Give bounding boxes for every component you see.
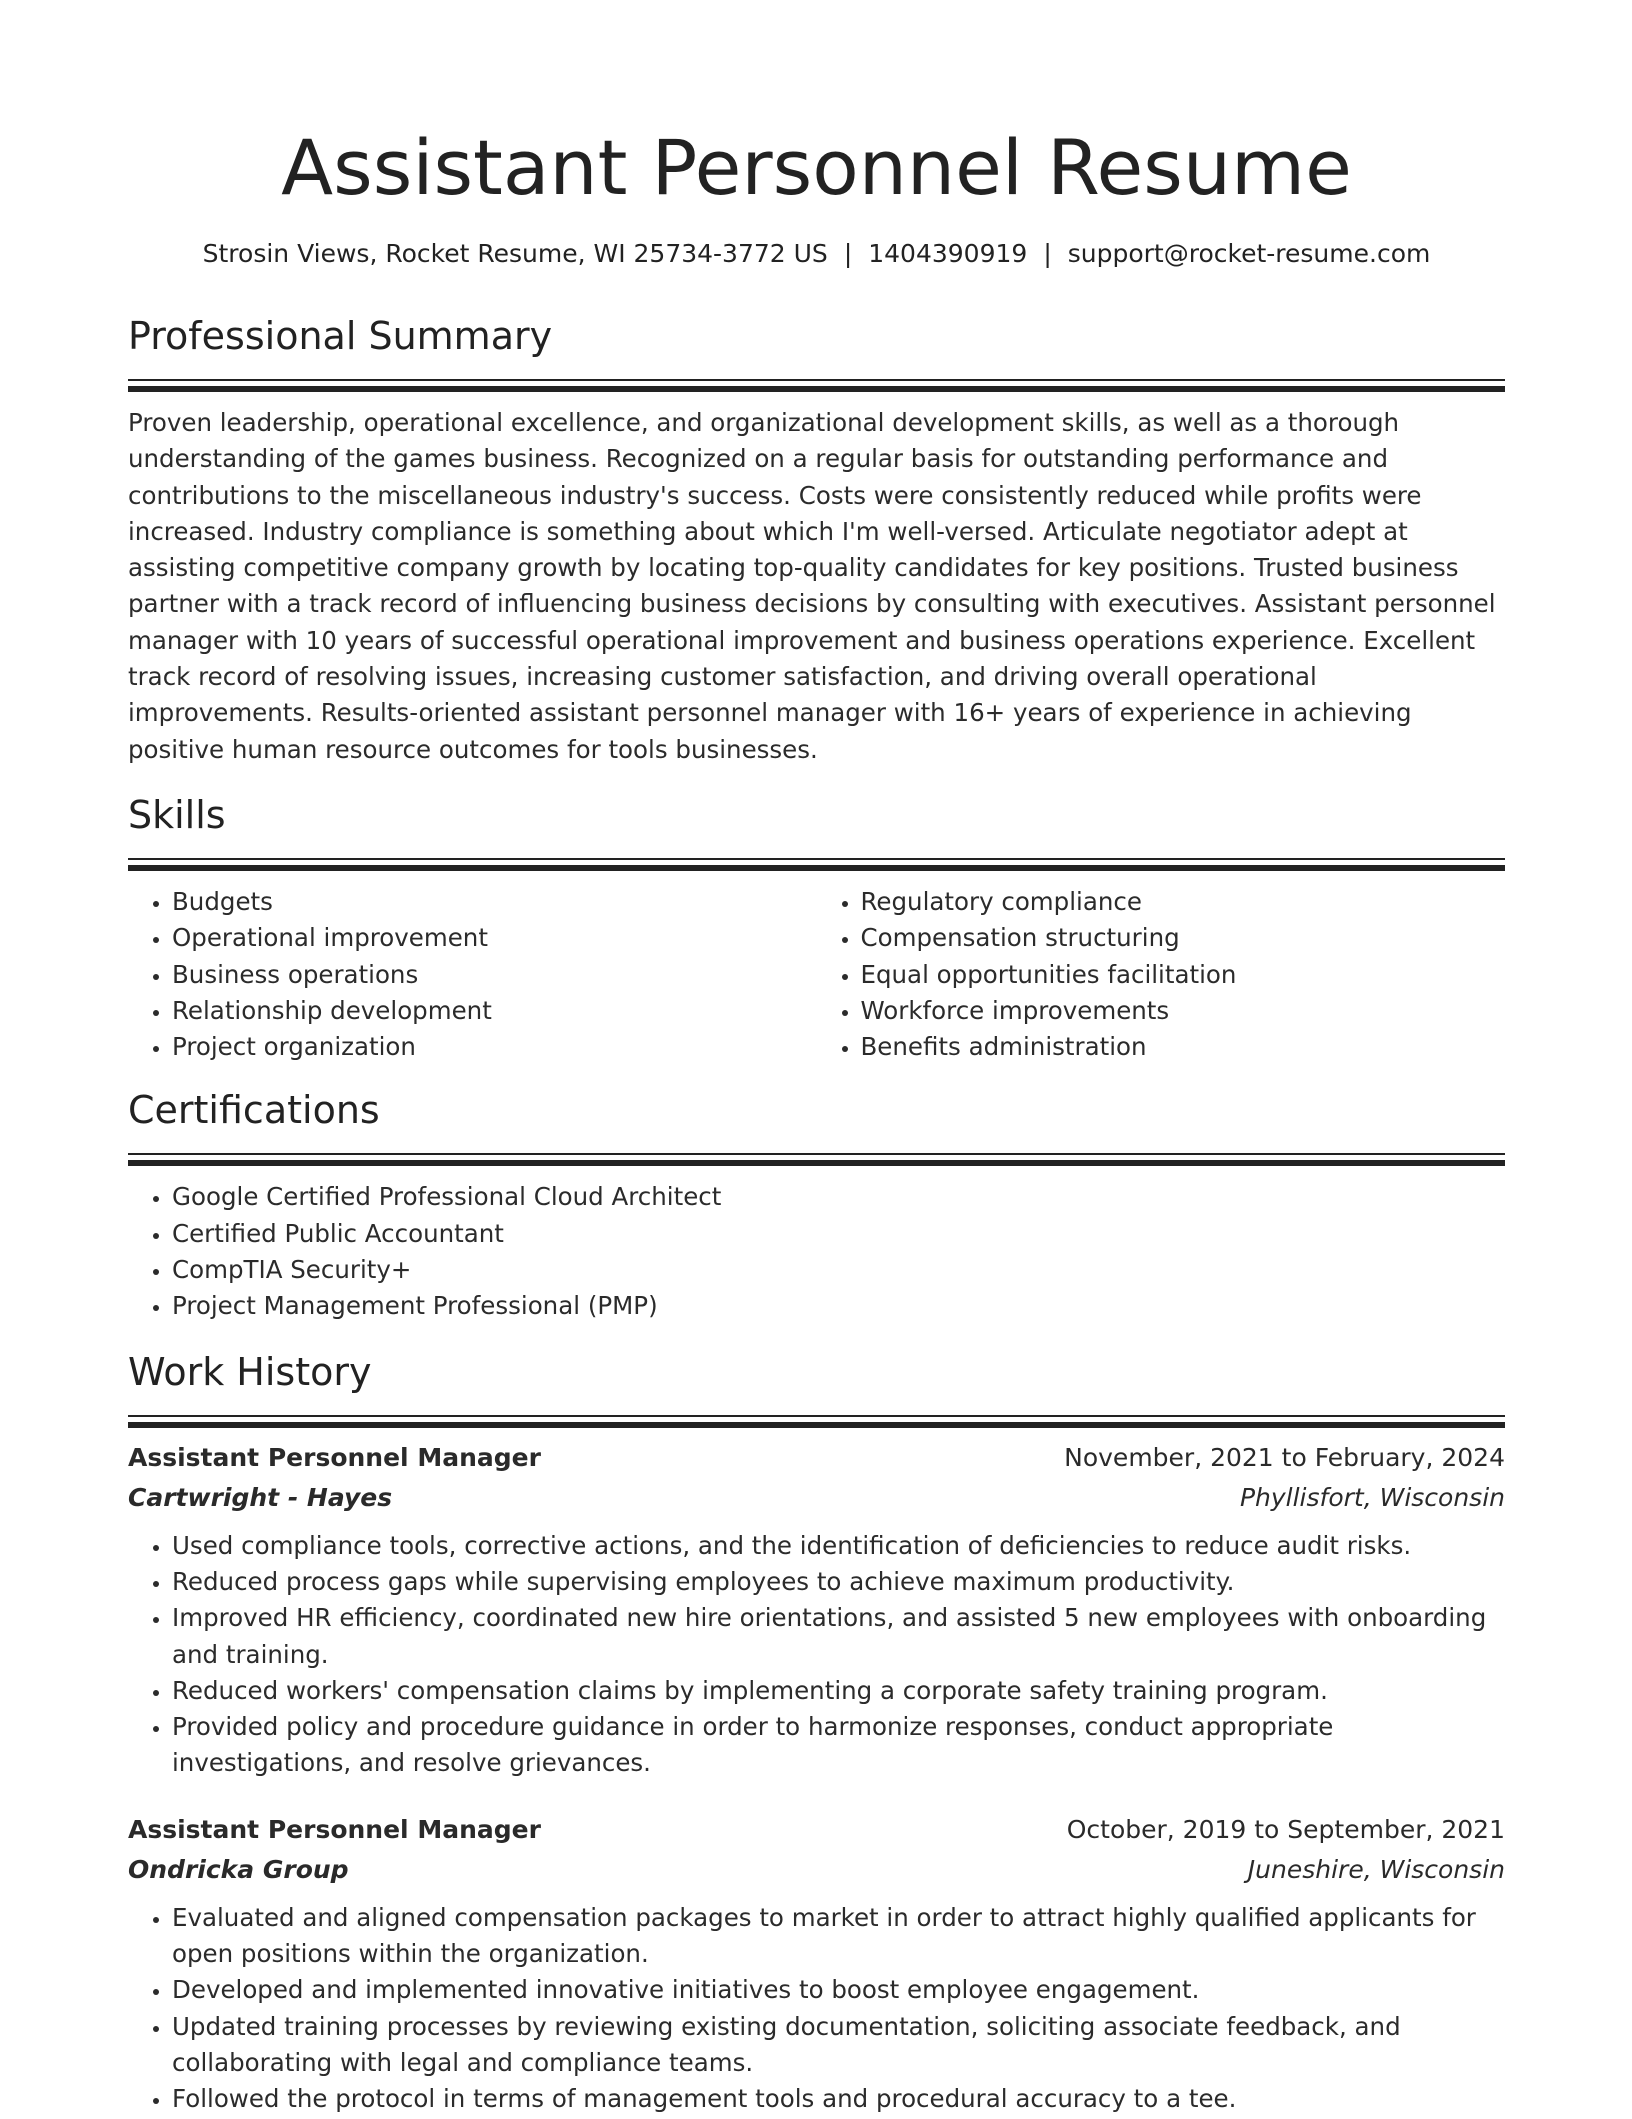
skills-list-right — [817, 884, 1506, 1065]
job-bullet: • Updated training processes by reviewing existing documentation, soliciting associate feedback, and collaborating with legal and compliance teams. — [172, 2009, 1505, 2082]
section-divider — [128, 858, 1505, 871]
section-heading-work-history: Work History — [128, 1349, 372, 1394]
job-bullets — [128, 1528, 1505, 1782]
skill-item: • Business operations — [172, 957, 817, 993]
job-bullet: • Followed the protocol in terms of management tools and procedural accuracy to a tee. — [172, 2081, 1505, 2117]
job-entry — [128, 1810, 1505, 2118]
certification-item: • Certified Public Accountant — [172, 1216, 1505, 1252]
work-history-section — [128, 1347, 1505, 2118]
resume-title: Assistant Personnel Resume — [281, 123, 1352, 212]
job-bullet: • Evaluated and aligned compensation packages to market in order to attract highly qualified applicants for open positions within the organization. — [172, 1900, 1505, 1973]
skills-section — [128, 790, 1505, 1065]
section-divider — [128, 1415, 1505, 1428]
certification-item: • Google Certified Professional Cloud Architect — [172, 1179, 1505, 1215]
contact-separator: | — [843, 239, 853, 268]
job-location: Phyllisfort, Wisconsin — [1239, 1482, 1505, 1512]
summary-text: Proven leadership, operational excellence, and organizational development skills, as well as a thorough understanding of the games business. Recognized on a regular basis for outstanding performance and contributions to the miscellaneous industry's success. Costs were consistently reduced while profits were increased. Industry compliance is something about which I'm well-versed. Articulate negotiator adept at assisting competitive company growth by locating top-quality candidates for key positions. Trusted business partner with a track record of influencing business decisions by consulting with executives. Assistant personnel manager with 10 years of successful operational improvement and business operations experience. Excellent track record of resolving issues, increasing customer satisfaction, and driving overall operational improvements. Results-oriented assistant personnel manager with 16+ years of experience in achieving positive human resource outcomes for tools businesses. — [128, 408, 1496, 764]
job-bullet: • Reduced workers' compensation claims by implementing a corporate safety training program. — [172, 1673, 1505, 1709]
contact-separator: | — [1043, 239, 1052, 268]
skill-item: • Benefits administration — [861, 1029, 1506, 1065]
certification-item: • CompTIA Security+ — [172, 1252, 1505, 1288]
job-header — [128, 1438, 1505, 1478]
certification-item: • Project Management Professional (PMP) — [172, 1288, 1505, 1324]
job-bullet: • Used compliance tools, corrective actions, and the identification of deficiencies to reduce audit risks. — [172, 1528, 1505, 1564]
job-bullet: • Improved HR efficiency, coordinated new hire orientations, and assisted 5 new employees with onboarding and training. — [172, 1600, 1505, 1673]
job-company: Cartwright - Hayes — [128, 1482, 393, 1512]
job-bullet: • Reduced process gaps while supervising employees to achieve maximum productivity. — [172, 1564, 1505, 1600]
section-heading-summary: Professional Summary — [128, 314, 553, 358]
job-title: Assistant Personnel Manager — [128, 1814, 541, 1844]
skill-item: • Operational improvement — [172, 920, 817, 956]
section-divider — [128, 1153, 1505, 1166]
contact-line — [128, 236, 1505, 272]
skill-item: • Budgets — [172, 884, 817, 920]
skill-item: • Equal opportunities facilitation — [861, 957, 1506, 993]
job-entry — [128, 1438, 1505, 1782]
resume-content — [128, 0, 1505, 2118]
job-bullets — [128, 1900, 1505, 2118]
section-heading-skills: Skills — [128, 792, 226, 837]
job-bullet: • Provided policy and procedure guidance in order to harmonize responses, conduct appropriate investigations, and resolve grievances. — [172, 1709, 1505, 1782]
skill-item: • Regulatory compliance — [861, 884, 1506, 920]
skill-item: • Project organization — [172, 1029, 817, 1065]
skill-item: • Compensation structuring — [861, 920, 1506, 956]
skills-columns — [128, 884, 1505, 1065]
section-heading-certifications: Certifications — [128, 1088, 380, 1133]
skill-item: • Relationship development — [172, 993, 817, 1029]
job-bullet: • Developed and implemented innovative initiatives to boost employee engagement. — [172, 1972, 1505, 2008]
job-title: Assistant Personnel Manager — [128, 1442, 541, 1472]
contact-email[interactable]: support@rocket-resume.com — [1067, 239, 1431, 268]
job-dates: November, 2021 to February, 2024 — [1064, 1442, 1505, 1472]
job-subheader — [128, 1850, 1505, 1890]
contact-phone: 1404390919 — [868, 239, 1028, 268]
job-header — [128, 1810, 1505, 1850]
job-location: Juneshire, Wisconsin — [1247, 1854, 1505, 1884]
job-company: Ondricka Group — [128, 1854, 349, 1884]
job-dates: October, 2019 to September, 2021 — [1066, 1814, 1505, 1844]
skills-list-left — [128, 884, 817, 1065]
section-divider — [128, 379, 1505, 392]
contact-address: Strosin Views, Rocket Resume, WI 25734-3772 US — [202, 239, 828, 268]
summary-section — [128, 311, 1505, 768]
certifications-list — [128, 1179, 1505, 1324]
certifications-section — [128, 1085, 1505, 1324]
job-subheader — [128, 1478, 1505, 1518]
skill-item: • Workforce improvements — [861, 993, 1506, 1029]
